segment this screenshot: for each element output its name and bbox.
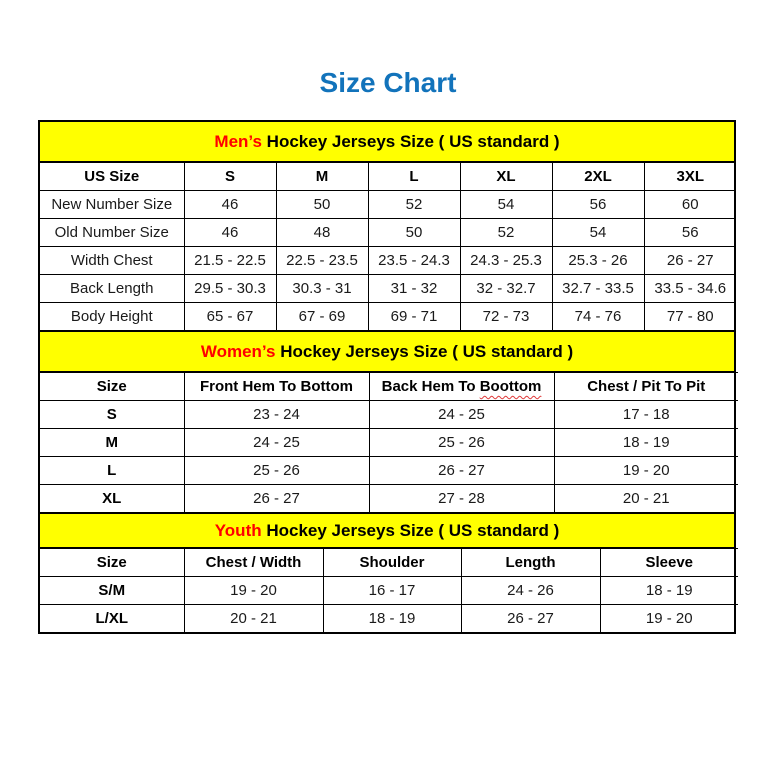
value-cell: 30.3 - 31 [276, 275, 368, 303]
value-cell: 24 - 25 [369, 401, 554, 429]
section-mens [40, 122, 734, 330]
value-cell: 25.3 - 26 [552, 247, 644, 275]
table-row [40, 605, 738, 633]
value-cell: 20 - 21 [554, 485, 738, 513]
value-cell: 17 - 18 [554, 401, 738, 429]
row-label-cell: New Number Size [40, 191, 184, 219]
value-cell: 26 - 27 [369, 457, 554, 485]
value-cell: 27 - 28 [369, 485, 554, 513]
banner-highlight-text: Women’s [200, 342, 276, 361]
row-label-cell: M [40, 429, 184, 457]
value-cell: 18 - 19 [323, 605, 461, 633]
value-cell: 22.5 - 23.5 [276, 247, 368, 275]
womens-table [40, 372, 738, 512]
banner-highlight-text: Youth [214, 521, 262, 540]
row-label-cell: Back Length [40, 275, 184, 303]
value-cell: 16 - 17 [323, 577, 461, 605]
column-header-cell: US Size [40, 163, 184, 191]
value-cell: 26 - 27 [644, 247, 736, 275]
value-cell: 26 - 27 [461, 605, 600, 633]
table-row [40, 485, 738, 513]
column-header-cell: Shoulder [323, 549, 461, 577]
value-cell: 24.3 - 25.3 [460, 247, 552, 275]
value-cell: 29.5 - 30.3 [184, 275, 276, 303]
value-cell: 24 - 26 [461, 577, 600, 605]
value-cell: 72 - 73 [460, 303, 552, 331]
column-header-cell: Size [40, 373, 184, 401]
value-cell: 23 - 24 [184, 401, 369, 429]
value-cell: 50 [276, 191, 368, 219]
value-cell: 54 [552, 219, 644, 247]
column-header-cell: Front Hem To Bottom [184, 373, 369, 401]
column-header-cell: Size [40, 549, 184, 577]
value-cell: 20 - 21 [184, 605, 323, 633]
value-cell: 50 [368, 219, 460, 247]
row-label-cell: XL [40, 485, 184, 513]
column-header-cell: 3XL [644, 163, 736, 191]
value-cell: 67 - 69 [276, 303, 368, 331]
value-cell: 33.5 - 34.6 [644, 275, 736, 303]
column-header-cell: Sleeve [600, 549, 738, 577]
youth-table [40, 548, 738, 632]
value-cell: 46 [184, 191, 276, 219]
table-row [40, 219, 736, 247]
value-cell: 77 - 80 [644, 303, 736, 331]
row-label-cell: L [40, 457, 184, 485]
page-title: Size Chart [319, 67, 457, 98]
table-row [40, 191, 736, 219]
value-cell: 54 [460, 191, 552, 219]
banner-highlight-text: Men’s [214, 132, 262, 151]
youth-column-header-row [40, 549, 738, 577]
mens-banner [40, 122, 734, 162]
column-header-cell: M [276, 163, 368, 191]
value-cell: 25 - 26 [184, 457, 369, 485]
row-label-cell: S [40, 401, 184, 429]
value-cell: 26 - 27 [184, 485, 369, 513]
value-cell: 19 - 20 [600, 605, 738, 633]
table-row [40, 577, 738, 605]
table-row [40, 303, 736, 331]
row-label-cell: Old Number Size [40, 219, 184, 247]
value-cell: 65 - 67 [184, 303, 276, 331]
table-row [40, 401, 738, 429]
table-row [40, 275, 736, 303]
value-cell: 21.5 - 22.5 [184, 247, 276, 275]
column-header-cell: XL [460, 163, 552, 191]
value-cell: 46 [184, 219, 276, 247]
table-row [40, 247, 736, 275]
value-cell: 56 [644, 219, 736, 247]
banner-text: Hockey Jerseys Size ( US standard ) [261, 132, 560, 151]
value-cell: 32 - 32.7 [460, 275, 552, 303]
table-row [40, 429, 738, 457]
size-chart-tables [38, 120, 736, 634]
value-cell: 56 [552, 191, 644, 219]
section-womens [40, 330, 734, 512]
value-cell: 23.5 - 24.3 [368, 247, 460, 275]
value-cell: 18 - 19 [554, 429, 738, 457]
section-youth [40, 512, 734, 632]
row-label-cell: L/XL [40, 605, 184, 633]
value-cell: 24 - 25 [184, 429, 369, 457]
column-header-cell: S [184, 163, 276, 191]
youth-banner [40, 512, 734, 548]
mens-table [40, 162, 736, 330]
value-cell: 32.7 - 33.5 [552, 275, 644, 303]
column-header-cell: Length [461, 549, 600, 577]
value-cell: 60 [644, 191, 736, 219]
value-cell: 74 - 76 [552, 303, 644, 331]
womens-column-header-row [40, 373, 738, 401]
value-cell: 48 [276, 219, 368, 247]
column-header-cell: Chest / Width [184, 549, 323, 577]
column-header-cell: 2XL [552, 163, 644, 191]
value-cell: 25 - 26 [369, 429, 554, 457]
banner-text: Hockey Jerseys Size ( US standard ) [275, 342, 574, 361]
womens-banner [40, 330, 734, 372]
column-header-cell: Back Hem To Boottom [369, 373, 554, 401]
banner-text: Hockey Jerseys Size ( US standard ) [261, 521, 560, 540]
column-header-cell: Chest / Pit To Pit [554, 373, 738, 401]
table-row [40, 457, 738, 485]
value-cell: 52 [460, 219, 552, 247]
column-header-cell: L [368, 163, 460, 191]
value-cell: 18 - 19 [600, 577, 738, 605]
value-cell: 52 [368, 191, 460, 219]
mens-column-header-row [40, 163, 736, 191]
row-label-cell: S/M [40, 577, 184, 605]
value-cell: 31 - 32 [368, 275, 460, 303]
value-cell: 69 - 71 [368, 303, 460, 331]
row-label-cell: Width Chest [40, 247, 184, 275]
misspelled-word: Boottom [479, 378, 542, 395]
value-cell: 19 - 20 [184, 577, 323, 605]
row-label-cell: Body Height [40, 303, 184, 331]
value-cell: 19 - 20 [554, 457, 738, 485]
